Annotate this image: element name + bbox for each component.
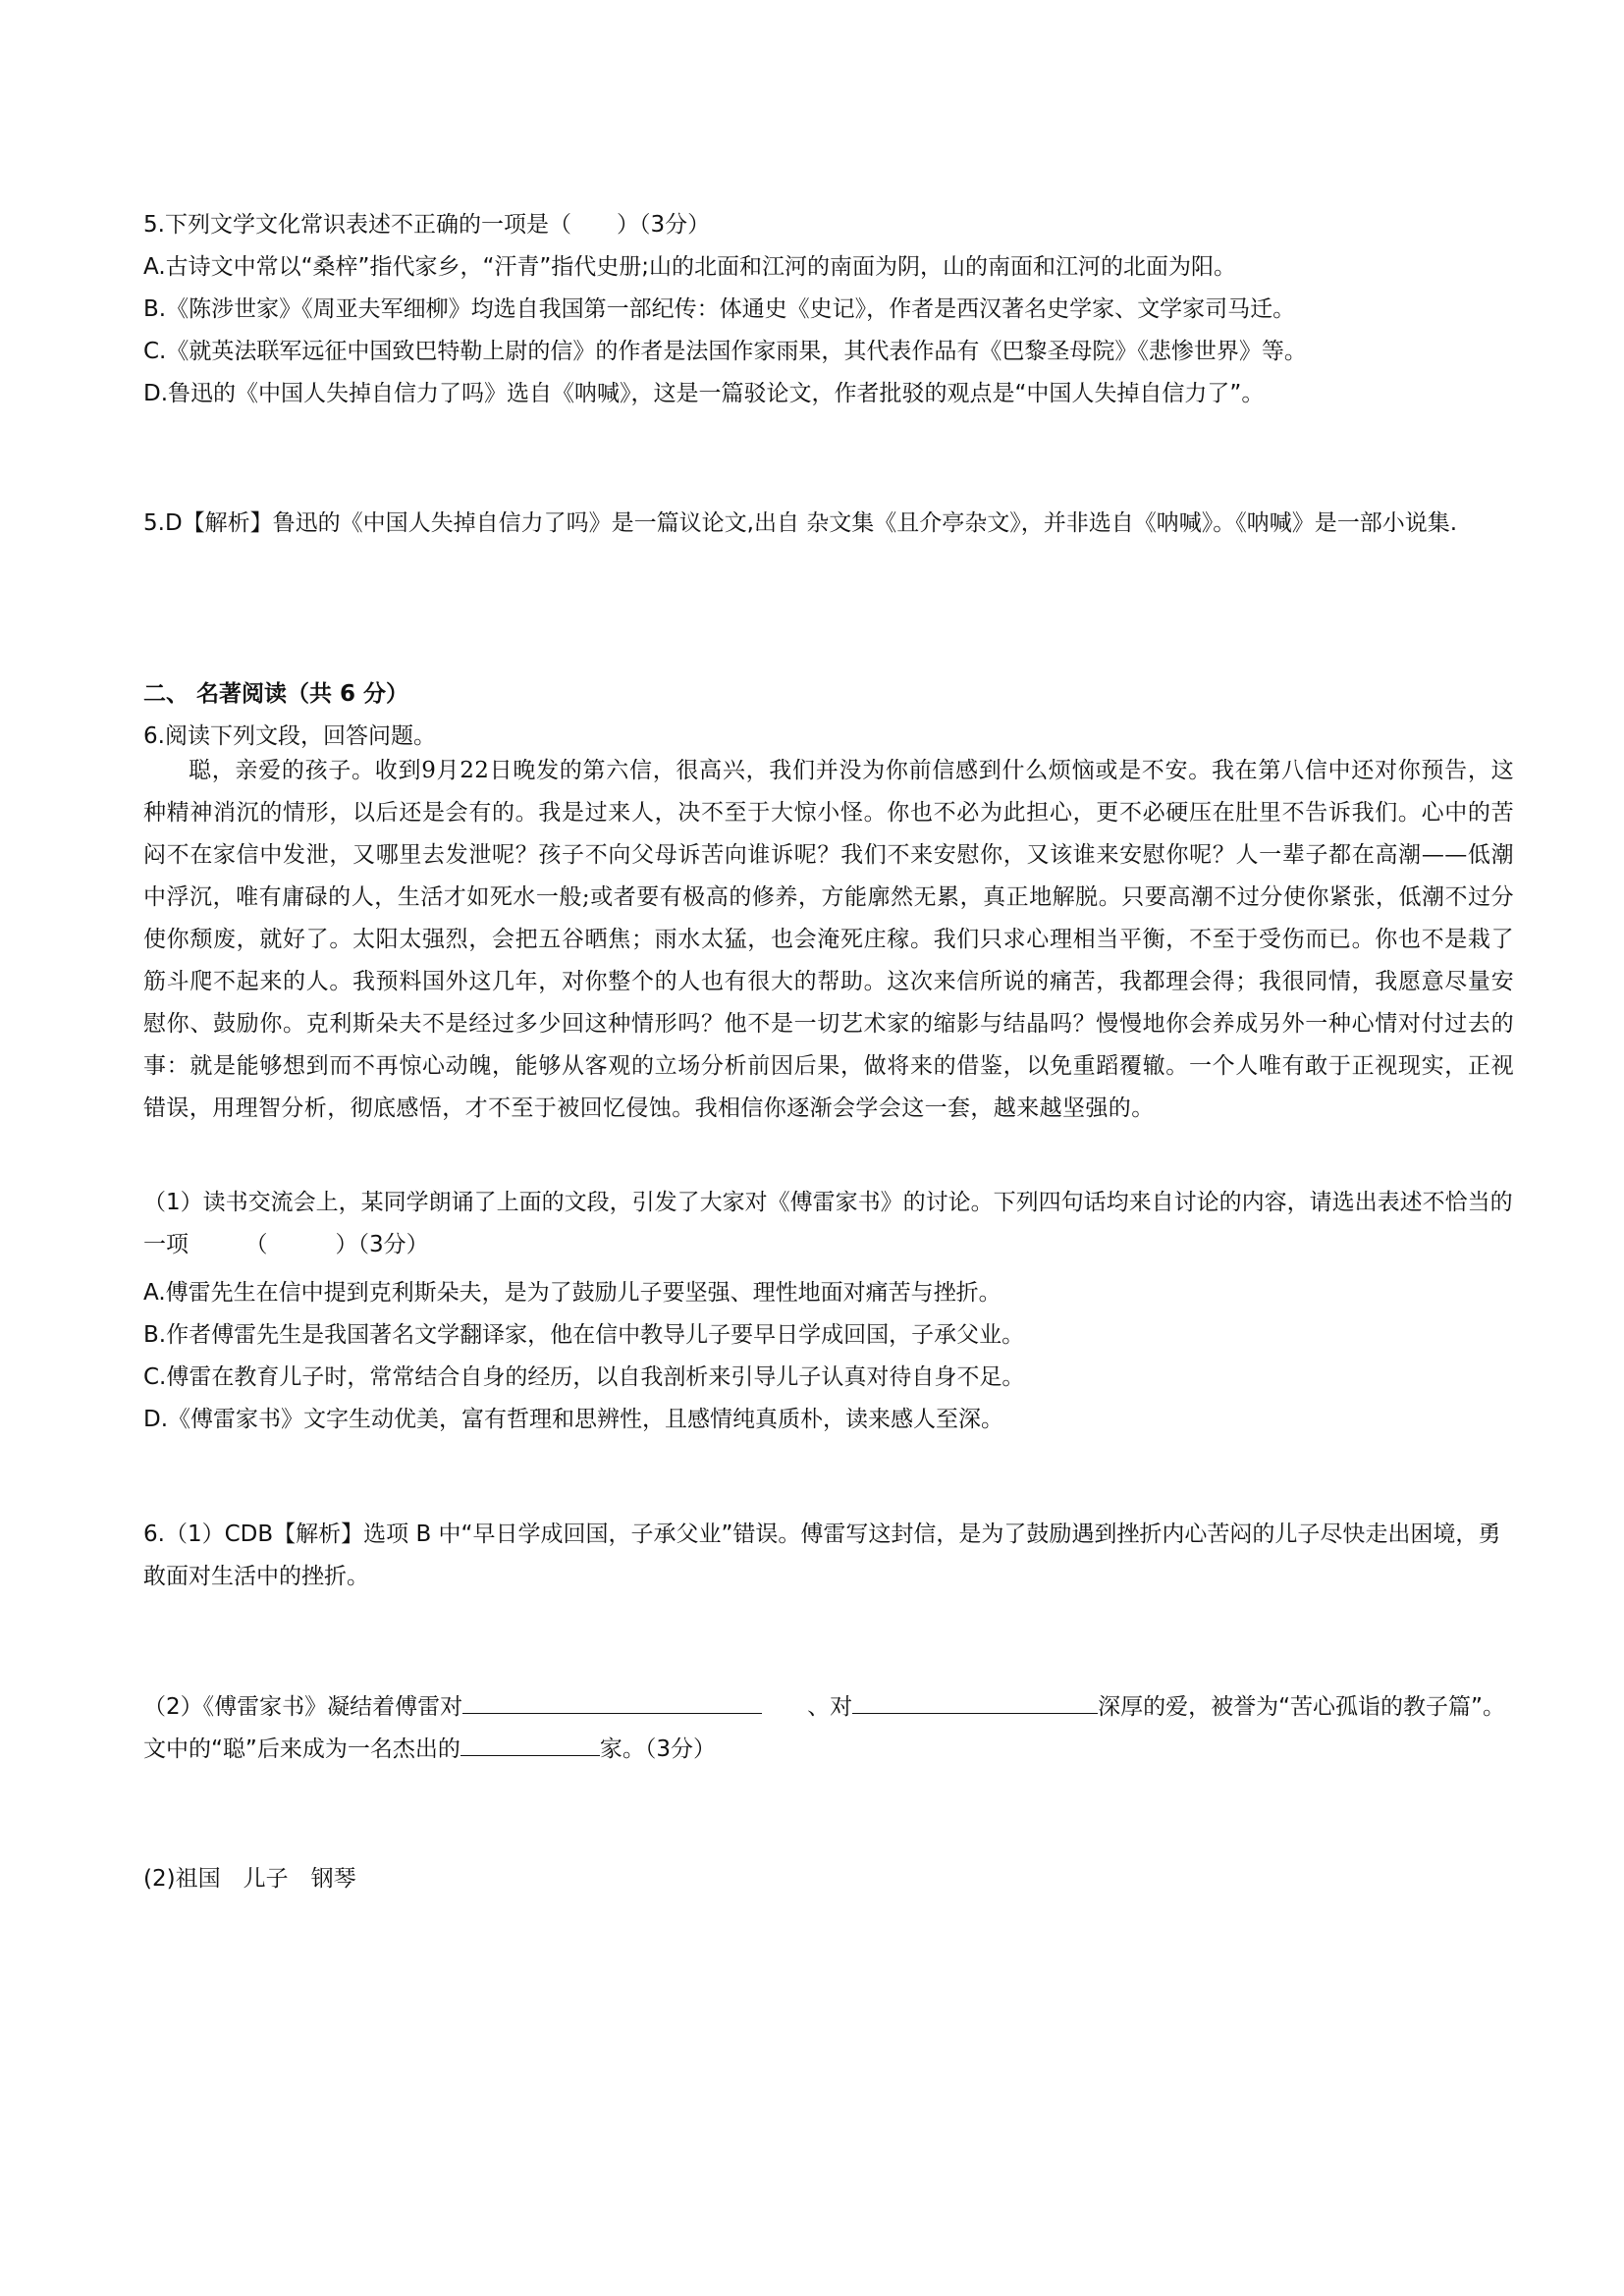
section-2-title: 二、 名著阅读（共 6 分） — [143, 681, 409, 707]
q6-sub2-text-4: 家。（3分） — [599, 1736, 716, 1762]
fill-blank-3[interactable] — [460, 1732, 600, 1756]
q6-sub1-option-b: B.作者傅雷先生是我国著名文学翻译家，他在信中教导儿子要早日学成回国，子承父业。 — [143, 1322, 1025, 1348]
q5-option-b: B.《陈涉世家》《周亚夫军细柳》均选自我国第一部纪传：体通史《史记》，作者是西汉著名史学家、文学家司马迁。 — [143, 296, 1296, 322]
q6-sub2-text-2: 、对 — [762, 1694, 853, 1720]
q6-sub2-text-3: 深厚的爱，被誉为“苦心孤诣的教子篇”。文中的“聪”后来成为一名杰出的 — [143, 1694, 1505, 1762]
fill-blank-1[interactable] — [462, 1689, 762, 1714]
q5-stem: 5.下列文学文化常识表述不正确的一项是（ ）（3分） — [143, 212, 711, 238]
fill-blank-2[interactable] — [852, 1689, 1098, 1714]
q6-sub1-answer: 6.（1）CDB【解析】选项 B 中“早日学成回国，子承父业”错误。傅雷写这封信，是为了鼓励遇到挫折内心苦闷的儿子尽快走出困境，勇敢面对生活中的挫折。 — [143, 1522, 1501, 1589]
q5-option-a: A.古诗文中常以“桑梓”指代家乡，“汗青”指代史册;山的北面和江河的南面为阴，山的南面和江河的北面为阳。 — [143, 254, 1237, 280]
q6-passage: 聪，亲爱的孩子。收到9月22日晚发的第六信，很高兴，我们并没为你前信感到什么烦恼或是不安。我在第八信中还对你预告，这种精神消沉的情形，以后还是会有的。我是过来人，决不至于大惊小怪。你也不必为此担心，更不必硬压在肚里不告诉我们。心中的苦闷不在家信中发泄，又哪里去发泄呢？孩子不向父母诉苦向谁诉呢？我们不来安慰你，又该谁来安慰你呢？人一辈子都在高潮——低潮中浮沉，唯有庸碌的人，生活才如死水一般;或者要有极高的修养，方能廓然无累，真正地解脱。只要高潮不过分使你紧张，低潮不过分使你颓废，就好了。太阳太强烈，会把五谷晒焦；雨水太猛，也会淹死庄稼。我们只求心理相当平衡，不至于受伤而已。你也不是栽了筋斗爬不起来的人。我预料国外这几年，对你整个的人也有很大的帮助。这次来信所说的痛苦，我都理会得；我很同情，我愿意尽量安慰你、鼓励你。克利斯朵夫不是经过多少回这种情形吗？他不是一切艺术家的缩影与结晶吗？慢慢地你会养成另外一种心情对付过去的事：就是能够想到而不再惊心动魄，能够从客观的立场分析前因后果，做将来的借鉴，以免重蹈覆辙。一个人唯有敢于正视现实，正视错误，用理智分析，彻底感悟，才不至于被回忆侵蚀。我相信你逐渐会学会这一套，越来越坚强的。 — [143, 758, 1514, 1121]
q6-sub1-option-c: C.傅雷在教育儿子时，常常结合自身的经历，以自我剖析来引导儿子认真对待自身不足。 — [143, 1364, 1025, 1390]
q6-sub2-text-1: （2）《傅雷家书》凝结着傅雷对 — [143, 1694, 463, 1720]
q5-answer: 5.D【解析】鲁迅的《中国人失掉自信力了吗》是一篇议论文,出自 杂文集《且介亭杂文》，并非选自《呐喊》。《呐喊》是一部小说集. — [143, 510, 1458, 536]
q6-sub2-stem — [143, 1686, 1514, 1771]
q5-option-d: D.鲁迅的《中国人失掉自信力了吗》选自《呐喊》，这是一篇驳论文，作者批驳的观点是“中国人失掉自信力了”。 — [143, 381, 1265, 406]
q6-sub1-option-d: D.《傅雷家书》文字生动优美，富有哲理和思辨性，且感情纯真质朴，读来感人至深。 — [143, 1407, 1004, 1432]
q6-sub1-option-a: A.傅雷先生在信中提到克利斯朵夫，是为了鼓励儿子要坚强、理性地面对痛苦与挫折。 — [143, 1280, 1001, 1306]
q5-option-c: C.《就英法联军远征中国致巴特勒上尉的信》的作者是法国作家雨果，其代表作品有《巴黎圣母院》《悲惨世界》等。 — [143, 339, 1307, 364]
q6-sub1-stem: （1）读书交流会上，某同学朗诵了上面的文段，引发了大家对《傅雷家书》的讨论。下列四句话均来自讨论的内容，请选出表述不恰当的一项 （ ）（3分） — [143, 1190, 1513, 1257]
q6-sub2-answer: (2)祖国 儿子 钢琴 — [143, 1866, 356, 1892]
q6-intro: 6.阅读下列文段，回答问题。 — [143, 723, 436, 749]
